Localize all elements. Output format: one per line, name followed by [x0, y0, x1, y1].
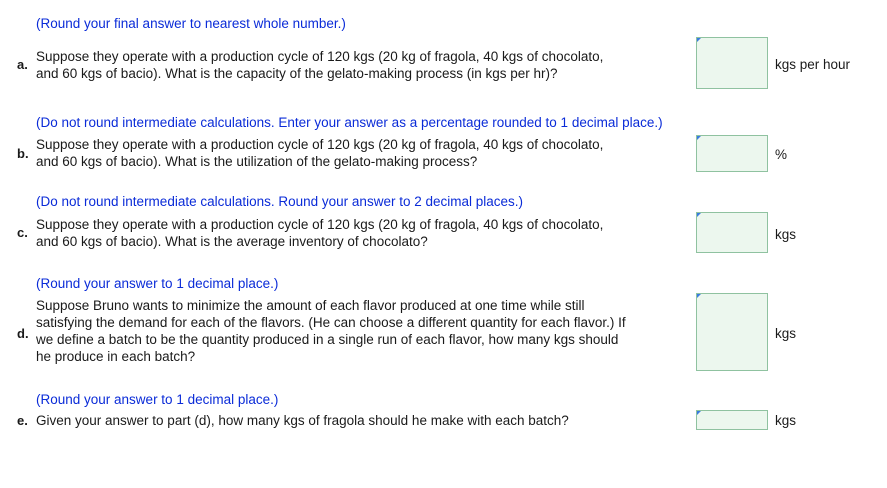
- part-a-instruction: (Round your final answer to nearest whole number.): [36, 16, 346, 31]
- part-b-question-line-1: Suppose they operate with a production cycle of 120 kgs (20 kg of fragola, 40 kgs of chocolato,: [36, 137, 604, 152]
- part-a-answer-marker: [697, 38, 701, 42]
- part-e-question-line-1: Given your answer to part (d), how many kgs of fragola should he make with each batch?: [36, 413, 569, 428]
- part-d-question-line-4: he produce in each batch?: [36, 349, 196, 364]
- part-d-question-line-2: satisfying the demand for each of the flavors. (He can choose a different quantity for each flavor.) If: [36, 315, 626, 330]
- part-c-letter: c.: [17, 225, 28, 240]
- part-b-answer-marker: [697, 136, 701, 140]
- part-d-unit: kgs: [775, 326, 797, 341]
- part-d-answer-marker: [697, 294, 701, 298]
- part-b-question-line-2: and 60 kgs of bacio). What is the utilization of the gelato-making process?: [36, 154, 478, 169]
- part-e-letter: e.: [17, 413, 28, 428]
- part-d-question-line-1: Suppose Bruno wants to minimize the amount of each flavor produced at one time while still: [36, 298, 585, 313]
- part-d-answer-input[interactable]: [696, 293, 768, 371]
- part-b-letter: b.: [17, 146, 29, 161]
- part-c-answer-marker: [697, 213, 701, 217]
- part-e-answer-marker: [697, 411, 701, 415]
- part-c-answer-input[interactable]: [696, 212, 768, 253]
- part-d-letter: d.: [17, 326, 29, 341]
- part-a-answer-input[interactable]: [696, 37, 768, 89]
- part-e-instruction: (Round your answer to 1 decimal place.): [36, 392, 279, 407]
- part-b-answer-input[interactable]: [696, 135, 768, 172]
- part-a-question-line-1: Suppose they operate with a production cycle of 120 kgs (20 kg of fragola, 40 kgs of chocolato,: [36, 49, 604, 64]
- part-a-letter: a.: [17, 57, 28, 72]
- part-b-unit: %: [775, 147, 788, 162]
- part-d-question-line-3: we define a batch to be the quantity produced in a single run of each flavor, how many kgs should: [36, 332, 619, 347]
- part-a-unit: kgs per hour: [775, 57, 851, 72]
- part-c-question-line-2: and 60 kgs of bacio). What is the average inventory of chocolato?: [36, 234, 428, 249]
- part-c-instruction: (Do not round intermediate calculations. Round your answer to 2 decimal places.): [36, 194, 524, 209]
- part-c-question-line-1: Suppose they operate with a production cycle of 120 kgs (20 kg of fragola, 40 kgs of chocolato,: [36, 217, 604, 232]
- part-d-instruction: (Round your answer to 1 decimal place.): [36, 276, 279, 291]
- part-b-instruction: (Do not round intermediate calculations. Enter your answer as a percentage rounded to 1 decimal place.): [36, 115, 663, 130]
- part-a-question-line-2: and 60 kgs of bacio). What is the capacity of the gelato-making process (in kgs per hr)?: [36, 66, 558, 81]
- part-c-unit: kgs: [775, 227, 797, 242]
- part-e-answer-input[interactable]: [696, 410, 768, 430]
- part-e-unit: kgs: [775, 413, 797, 428]
